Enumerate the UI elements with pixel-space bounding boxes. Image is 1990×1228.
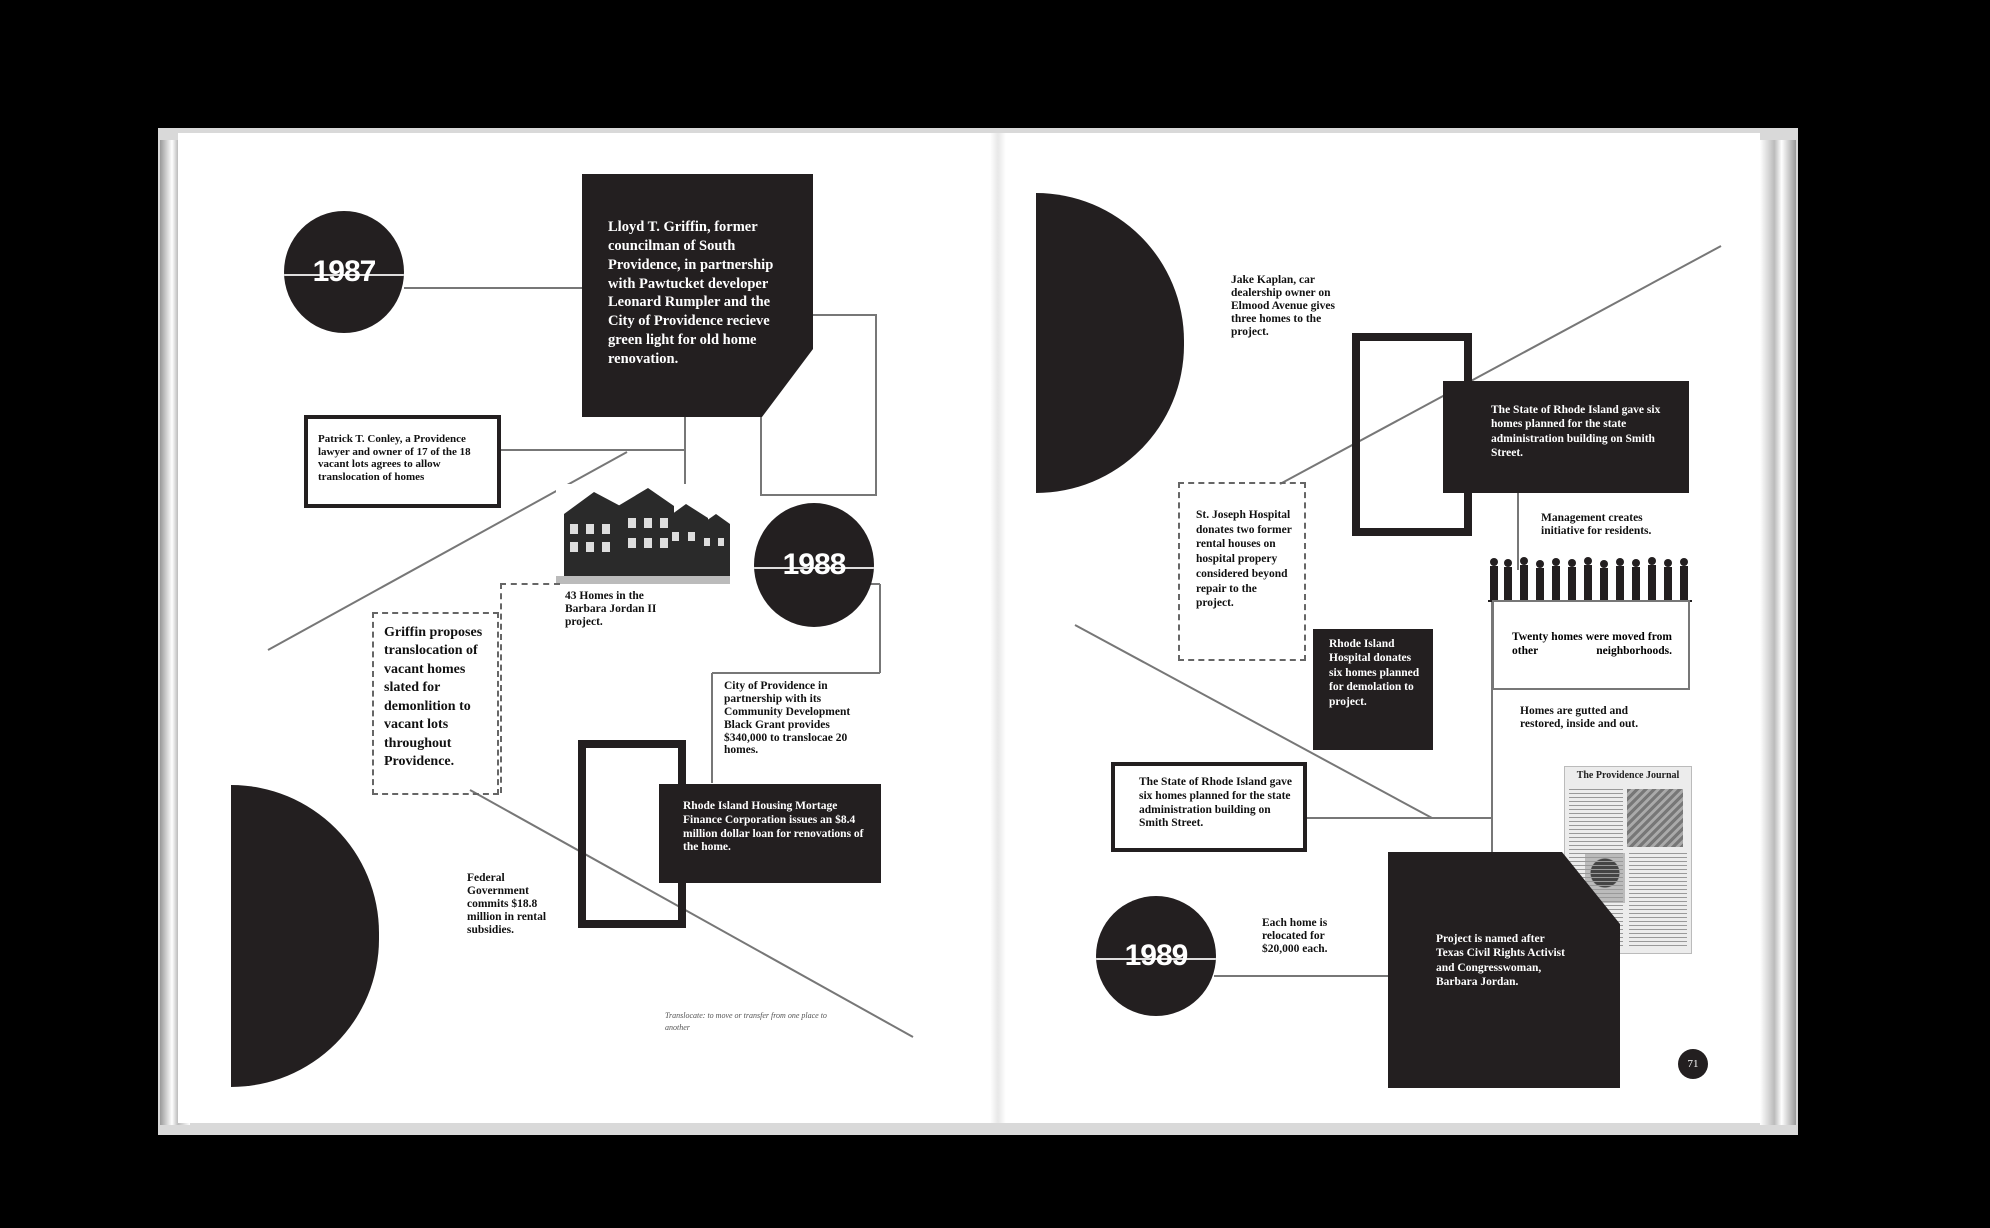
homes-photo — [556, 484, 730, 584]
relocated-text: Each home is relocated for $20,000 each. — [1262, 917, 1328, 955]
year-1988-label: 1988 — [782, 548, 846, 581]
year-1989-circle — [1096, 896, 1216, 1016]
federal-government-text: Federal Government commits $18.8 million in rental subsidies. — [467, 872, 547, 936]
griffin-proposes-text: Griffin proposes translocation of vacant homes slated for demonlition to vacant lots throughout Providence. — [384, 625, 483, 770]
ri-hospital-box — [1313, 629, 1433, 750]
year-1989-label: 1989 — [1124, 939, 1188, 972]
jake-kaplan-text: Jake Kaplan, car dealership owner on Elmood Avenue gives three homes to the project. — [1231, 274, 1335, 338]
twenty-homes-box — [1492, 600, 1690, 690]
ri-hospital-text: Rhode Island Hospital donates six homes planned for demolation to project. — [1329, 638, 1420, 708]
homes-caption: 43 Homes in the Barbara Jordan II project. — [565, 590, 657, 628]
state-ri-bottom-text: The State of Rhode Island gave six homes planned for the state administration building on Smith Street. — [1139, 776, 1293, 830]
state-ri-top-text: The State of Rhode Island gave six homes planned for the state administration building on Smith Street. — [1491, 404, 1661, 460]
ri-housing-box — [659, 784, 881, 883]
twenty-homes-text: Twenty homes were moved from other neighborhoods. — [1512, 631, 1672, 658]
conley-box-text: Patrick T. Conley, a Providence lawyer and owner of 17 of the 18 vacant lots agrees to allow translocation of homes — [318, 433, 471, 483]
definition-note: Translocate: to move or transfer from one place to another — [665, 1011, 827, 1032]
city-providence-text: City of Providence in partnership with its Community Development Black Grant provides $340,000 to translocae 20 homes. — [724, 680, 851, 757]
newspaper-columns-right — [1629, 853, 1687, 949]
page-number-label: 71 — [1687, 1058, 1699, 1070]
state-ri-top-box — [1443, 381, 1689, 493]
st-joseph-text: St. Joseph Hospital donates two former rental houses on hospital propery considered beyond repair to the project. — [1196, 509, 1292, 610]
residents-silhouettes — [1488, 556, 1692, 602]
page-number-badge — [1678, 1049, 1708, 1079]
griffin-box-text: Lloyd T. Griffin, former councilman of South Providence, in partnership with Pawtucket developer Leonard Rumpler and the City of Providence recieve green light for old home renovation. — [608, 219, 774, 367]
year-1987-circle — [284, 211, 404, 333]
griffin-proposes-top-outline — [500, 583, 560, 585]
year-1987-label: 1987 — [312, 255, 376, 288]
griffin-proposes-box — [372, 612, 499, 795]
gutted-text: Homes are gutted and restored, inside and out. — [1520, 705, 1639, 730]
griffin-proposes-extra-outline — [500, 583, 502, 793]
management-text: Management creates initiative for residents. — [1541, 512, 1652, 537]
ri-housing-text: Rhode Island Housing Mortage Finance Corporation issues an $8.4 million dollar loan for renovations of the home. — [683, 800, 864, 854]
conley-box — [304, 415, 501, 508]
st-joseph-box — [1178, 482, 1306, 661]
project-named-text: Project is named after Texas Civil Rights Activist and Congresswoman, Barbara Jordan. — [1436, 933, 1565, 989]
newspaper-masthead: The Providence Journal — [1576, 770, 1680, 781]
year-1988-circle — [754, 503, 874, 627]
state-ri-bottom-box — [1111, 762, 1307, 852]
silhouette-figures — [1490, 557, 1688, 600]
newspaper-photo — [1627, 789, 1683, 847]
